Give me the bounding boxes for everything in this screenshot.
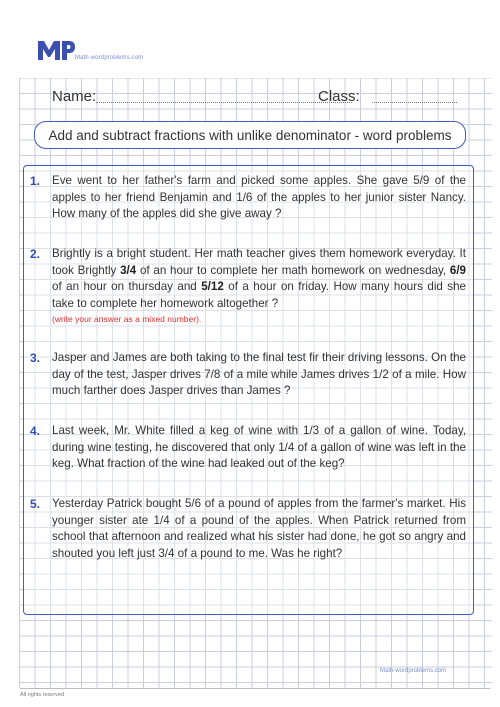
problem-text: Eve went to her father's farm and picked some apples. She gave 5/9 of the apples to her friend Benjamin and 1/6 of the apples to her junior sister Nancy. How many of the apples did she give away ?	[52, 174, 466, 221]
problem-number: 2.	[30, 247, 41, 261]
class-field[interactable]	[372, 102, 457, 103]
site-logo[interactable]	[36, 38, 76, 67]
problem-text-part: of a hour on friday. How many hours did she take to complete her homework altogether ?	[52, 280, 466, 310]
problem-text: Last week, Mr. White filled a keg of wine with 1/3 of a gallon of wine. Today, during wine testing, he discovered that only 1/4 of a gallon of wine was left in the keg. What fraction of the wine had leaked out of the keg?	[52, 424, 466, 471]
problem-1	[30, 173, 466, 223]
rights-notice: All rights reserved	[20, 692, 65, 698]
logo-mark	[36, 38, 76, 62]
answer-format-note: (write your answer as a mixed number).	[52, 314, 202, 325]
problem-3	[30, 350, 466, 400]
name-field[interactable]	[96, 102, 352, 103]
problem-text: Jasper and James are both taking to the final test fir their driving lessons. On the day of the test, Jasper drives 7/8 of a mile while James drives 1/2 of a mile. How much farther does Jasper drives than James ?	[52, 351, 466, 398]
footer-divider	[20, 688, 490, 689]
fraction-bold: 5/12	[201, 280, 224, 294]
name-label: Name:	[52, 88, 97, 105]
problem-number: 3.	[30, 351, 41, 365]
logo-site-url[interactable]: Math-wordproblems.com	[75, 55, 144, 61]
worksheet-title-box	[34, 121, 466, 149]
problems-panel	[23, 165, 474, 615]
fraction-bold: 6/9	[449, 263, 466, 277]
problem-text-part: of an hour on thursday and	[52, 280, 202, 294]
problem-number: 1.	[30, 174, 41, 188]
problem-text-part: Brightly is a bright student. Her math teacher gives them homework everyday. It took Brightly	[52, 247, 466, 277]
fraction-bold: 3/4	[120, 263, 137, 277]
class-label: Class:	[318, 88, 360, 105]
problem-5	[30, 496, 466, 562]
footer-site-url[interactable]: Math-wordproblems.com	[380, 668, 447, 674]
problem-number: 4.	[30, 424, 41, 438]
problem-text: Yesterday Patrick bought 5/6 of a pound of apples from the farmer's market. His younger sister ate 1/4 of a pound of the apples. When Patrick returned from school that afternoon and realized what his sister had done, he got so angry and shouted you left just 3/4 of a pound to me. Was he right?	[52, 497, 466, 560]
problem-2	[30, 246, 466, 326]
problem-4	[30, 423, 466, 473]
worksheet-title: Add and subtract fractions with unlike denominator - word problems	[48, 127, 452, 143]
problem-number: 5.	[30, 497, 41, 511]
problem-text-part: of an hour to complete her math homework on wednesday,	[136, 263, 450, 277]
name-class-row	[52, 88, 472, 108]
